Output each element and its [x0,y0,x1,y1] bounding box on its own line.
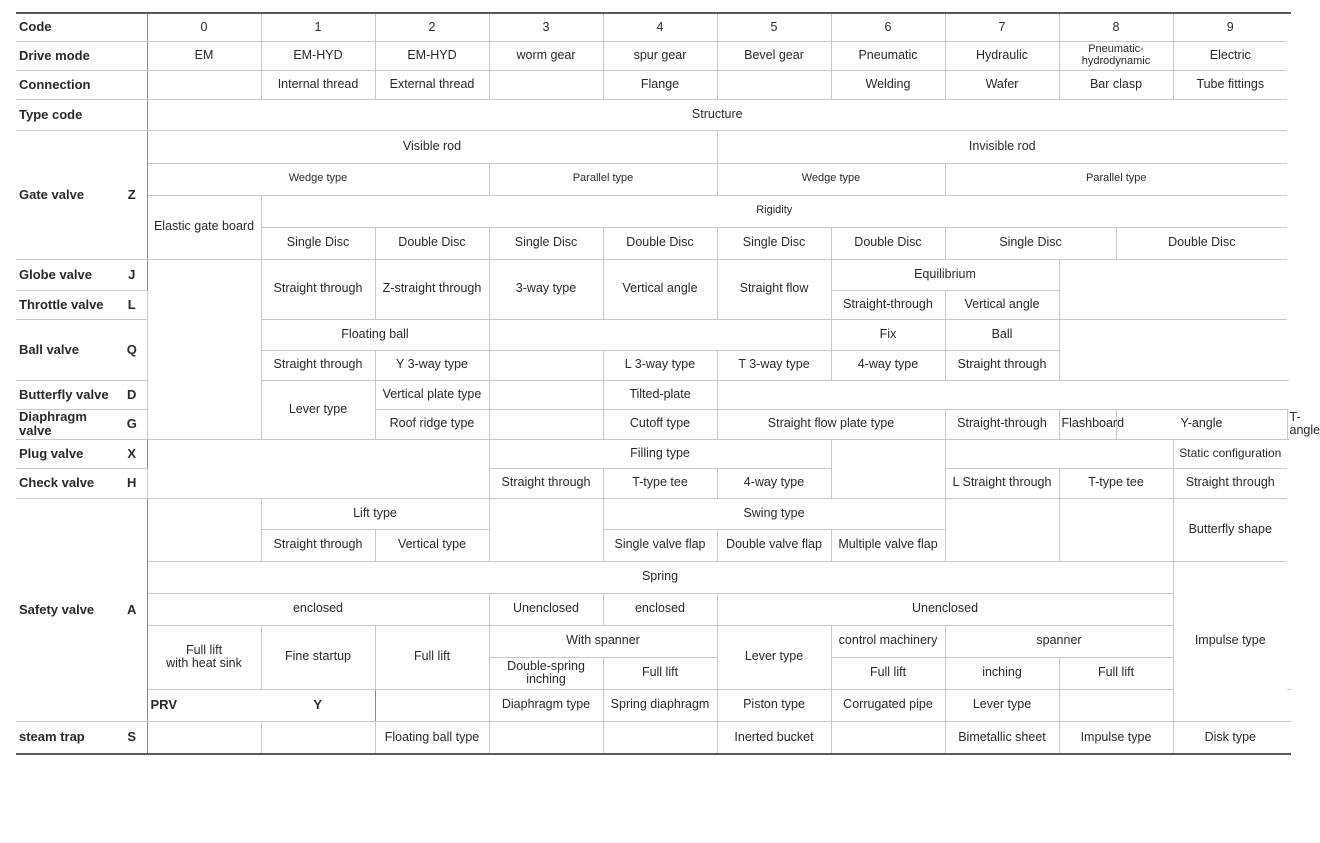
digit-0: 0 [147,13,261,41]
globe-vertical-angle: Vertical angle [603,259,717,319]
steam-disk: Disk type [1173,721,1287,754]
connection-label: Connection [16,70,147,99]
connection-2: External thread [375,70,489,99]
butterfly-valve-code: D [117,380,147,409]
prv-spring-diaphragm: Spring diaphragm [603,689,717,721]
safety-lift-type: Lift type [261,498,489,529]
gate-disc-8: Double Disc [1116,227,1287,259]
safety-with-spanner: With spanner [489,625,717,657]
digit-6: 6 [831,13,945,41]
steam-trap-code: S [117,721,147,754]
globe-valve-code: J [117,259,147,290]
gate-row-2 [16,163,1291,195]
safety-row-3 [16,561,1291,593]
prv-diaphragm: Diaphragm type [489,689,603,721]
ball-ball: Ball [945,319,1059,350]
digit-8: 8 [1059,13,1173,41]
prv-code: Y [261,689,375,721]
gate-disc-2: Double Disc [375,227,489,259]
globe-straight-through: Straight through [261,259,375,319]
gate-visible-rod: Visible rod [147,130,717,163]
plug-filling: Filling type [489,439,831,468]
diaphragm-straight-through: Straight-through [945,409,1059,439]
digit-3: 3 [489,13,603,41]
drive-mode-6: Pneumatic [831,41,945,70]
steam-inverted-bucket: Inerted bucket [717,721,831,754]
throttle-straight-through: Straight-through [831,290,945,319]
safety-single-flap: Single valve flap [603,529,717,561]
drive-mode-4: spur gear [603,41,717,70]
globe-valve-label: Globe valve [16,259,117,290]
butterfly-empty-right [717,380,1289,409]
diaphragm-empty-2 [489,409,603,439]
safety-double-spring [489,657,603,689]
gate-elastic-board: Elastic gate board [147,195,261,259]
safety-full-lift-2: Full lift [603,657,717,689]
diaphragm-y-angle: Y-angle [1116,409,1287,439]
type-code-row [16,99,1291,130]
gate-disc-5: Single Disc [717,227,831,259]
plug-valve-label: Plug valve [16,439,117,468]
drive-mode-5: Bevel gear [717,41,831,70]
prv-piston: Piston type [717,689,831,721]
drive-mode-8: Pneumatic-hydrodynamic [1059,41,1173,70]
safety-empty-8 [1059,498,1173,561]
safety-fine-startup: Fine startup [261,625,375,689]
prv-lever: Lever type [945,689,1059,721]
connection-3 [489,70,603,99]
globe-empty-right [1059,259,1287,319]
connection-9: Tube fittings [1173,70,1287,99]
safety-full-lift: Full lift [375,625,489,689]
safety-empty-0 [147,498,261,561]
plug-check-empty-mid [831,439,945,498]
safety-valve-label: Safety valve [16,498,117,721]
drive-mode-label: Drive mode [16,41,147,70]
steam-trap-row [16,721,1291,754]
safety-inching: inching [945,657,1059,689]
safety-control-machinery: control machinery [831,625,945,657]
safety-straight-through: Straight through [261,529,375,561]
ball-y3: Y 3-way type [375,350,489,380]
plug-check-empty-left [147,439,489,498]
check-straight-through: Straight through [489,468,603,498]
structure-header: Structure [147,99,1287,130]
drive-mode-2: EM-HYD [375,41,489,70]
drive-mode-3: worm gear [489,41,603,70]
valve-code-table [16,12,1320,755]
butterfly-valve-label: Butterfly valve [16,380,117,409]
gate-wedge-type-a: Wedge type [147,163,489,195]
steam-impulse: Impulse type [1059,721,1173,754]
safety-full-lift-heat-sink [147,625,261,689]
globe-z-straight: Z-straight through [375,259,489,319]
prv-label: PRV [147,689,261,721]
ball-straight-through: Straight through [261,350,375,380]
digit-9: 9 [1173,13,1287,41]
ball-straight-through-2: Straight through [945,350,1059,380]
throttle-valve-code: L [117,290,147,319]
connection-0 [147,70,261,99]
prv-row [16,689,1291,721]
col0-globe-to-ball [147,259,261,439]
steam-empty-6 [831,721,945,754]
gate-parallel-type-b: Parallel type [945,163,1287,195]
ball-valve-code: Q [117,319,147,380]
safety-double-spring-text: Double-spring inching [507,658,585,686]
gate-row-3 [16,195,1291,227]
safety-butterfly-shape: Butterfly shape [1173,498,1287,561]
gate-row-1 [16,130,1291,163]
safety-empty-7 [945,498,1059,561]
ball-valve-label: Ball valve [16,319,117,380]
ball-floating: Floating ball [261,319,489,350]
plug-empty-right [945,439,1173,468]
steam-empty-4 [603,721,717,754]
safety-valve-code: A [117,498,147,721]
ball-empty-3 [489,350,603,380]
ball-empty-right [1059,319,1287,380]
safety-spring: Spring [147,561,1173,593]
connection-7: Wafer [945,70,1059,99]
connection-6: Welding [831,70,945,99]
throttle-valve-label: Throttle valve [16,290,117,319]
digit-5: 5 [717,13,831,41]
diaphragm-cutoff: Cutoff type [603,409,717,439]
safety-impulse: Impulse type [1173,561,1287,721]
safety-row-4 [16,593,1291,625]
check-straight-through-2: Straight through [1173,468,1287,498]
plug-valve-code: X [117,439,147,468]
gate-valve-code: Z [117,130,147,259]
safety-full-lift-3: Full lift [831,657,945,689]
steam-floating-ball: Floating ball type [375,721,489,754]
diaphragm-valve-label: Diaphragm valve [16,409,117,439]
gate-rigidity: Rigidity [261,195,1287,227]
steam-trap-label: steam trap [16,721,117,754]
steam-empty-1 [261,721,375,754]
butterfly-tilted-plate: Tilted-plate [603,380,717,409]
butterfly-empty-2 [489,380,603,409]
code-row [16,13,1291,41]
drive-mode-9: Electric [1173,41,1287,70]
gate-disc-3: Single Disc [489,227,603,259]
type-code-label: Type code [16,99,147,130]
diaphragm-valve-code: G [117,409,147,439]
digit-2: 2 [375,13,489,41]
drive-mode-7: Hydraulic [945,41,1059,70]
ball-fix: Fix [831,319,945,350]
gate-wedge-type-b: Wedge type [717,163,945,195]
diaphragm-t-angle: T-angle [1287,409,1289,439]
safety-lever-type: Lever type [717,625,831,689]
ball-t3: T 3-way type [717,350,831,380]
safety-full-lift-4: Full lift [1059,657,1173,689]
check-l-straight: L Straight through [945,468,1059,498]
connection-8: Bar clasp [1059,70,1173,99]
gate-disc-7: Single Disc [945,227,1116,259]
check-t-tee: T-type tee [603,468,717,498]
ball-empty-mid [489,319,831,350]
gate-disc-4: Double Disc [603,227,717,259]
prv-corrugated: Corrugated pipe [831,689,945,721]
digit-1: 1 [261,13,375,41]
gate-valve-label: Gate valve [16,130,117,259]
steam-bimetallic: Bimetallic sheet [945,721,1059,754]
safety-vertical-type: Vertical type [375,529,489,561]
check-4-way: 4-way type [717,468,831,498]
gate-disc-6: Double Disc [831,227,945,259]
steam-empty-0 [147,721,261,754]
safety-spanner: spanner [945,625,1173,657]
gate-disc-1: Single Disc [261,227,375,259]
safety-empty-3 [489,498,603,561]
safety-unenclosed-2: Unenclosed [717,593,1173,625]
throttle-vertical-angle: Vertical angle [945,290,1059,319]
connection-4: Flange [603,70,717,99]
drive-mode-0: EM [147,41,261,70]
ball-4way: 4-way type [831,350,945,380]
drive-mode-1: EM-HYD [261,41,375,70]
ball-l3: L 3-way type [603,350,717,380]
plug-row [16,439,1291,468]
safety-row-5 [16,625,1291,657]
safety-multiple-flap: Multiple valve flap [831,529,945,561]
butterfly-vertical-plate: Vertical plate type [375,380,489,409]
plug-static-config: Static configuration [1173,439,1287,468]
prv-empty-right [1059,689,1291,721]
diaphragm-flashboard: Flashboard [1059,409,1116,439]
safety-enclosed-2: enclosed [603,593,717,625]
diaphragm-roof-ridge: Roof ridge type [375,409,489,439]
safety-row-1 [16,498,1291,529]
digit-7: 7 [945,13,1059,41]
butterfly-lever: Lever type [261,380,375,439]
globe-straight-flow: Straight flow [717,259,831,319]
prv-empty-0 [375,689,489,721]
check-t-tee-2: T-type tee [1059,468,1173,498]
connection-5 [717,70,831,99]
safety-full-lift-heat-sink-text: Full lift with heat sink [166,642,242,670]
globe-equilibrium: Equilibrium [831,259,1059,290]
gate-parallel-type-a: Parallel type [489,163,717,195]
connection-row [16,70,1291,99]
diaphragm-straight-flow-plate: Straight flow plate type [717,409,945,439]
globe-row [16,259,1291,290]
code-label: Code [16,13,147,41]
gate-invisible-rod: Invisible rod [717,130,1287,163]
globe-3-way: 3-way type [489,259,603,319]
steam-empty-3 [489,721,603,754]
check-valve-code: H [117,468,147,498]
check-valve-label: Check valve [16,468,117,498]
connection-1: Internal thread [261,70,375,99]
safety-double-flap: Double valve flap [717,529,831,561]
safety-swing-type: Swing type [603,498,945,529]
digit-4: 4 [603,13,717,41]
safety-enclosed: enclosed [147,593,489,625]
safety-unenclosed: Unenclosed [489,593,603,625]
drive-mode-row [16,41,1291,70]
